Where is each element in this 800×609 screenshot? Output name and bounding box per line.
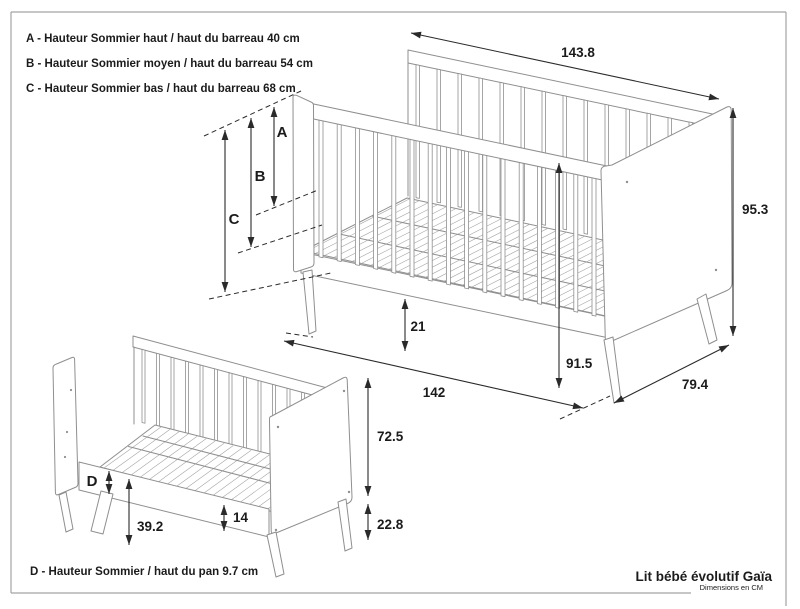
dim-label-marker-c: C <box>228 211 240 228</box>
dim-label-marker-d: D <box>86 473 98 490</box>
toddler-panel-screw <box>64 456 66 458</box>
dim-label-marker-a: A <box>276 124 288 141</box>
toddler-panel-screw <box>275 529 277 531</box>
dim-label-marker-b: B <box>254 168 266 185</box>
crib-right-panel <box>601 107 732 343</box>
legend-item-a: A - Hauteur Sommier haut / haut du barreau 40 cm <box>26 33 300 45</box>
dim-label-toddler-clearance: 14 <box>233 510 249 525</box>
crib-rear-right-leg <box>697 294 717 344</box>
crib-panel-screw <box>626 181 628 183</box>
ref-line-ground-right <box>560 396 610 419</box>
toddler-panel-screw <box>343 390 345 392</box>
crib-front-right-leg <box>604 337 621 403</box>
footnote-marker-d: D - Hauteur Sommier / haut du pan 9.7 cm <box>30 566 259 578</box>
toddler-front-left-leg <box>91 491 113 534</box>
dim-label-barrier-height: 91.5 <box>566 356 593 371</box>
legend-item-b: B - Hauteur Sommier moyen / haut du barreau 54 cm <box>26 58 313 70</box>
crib-left-panel <box>293 95 314 272</box>
toddler-left-panel <box>53 357 78 495</box>
toddler-front-right-leg <box>267 532 284 577</box>
dim-label-depth: 79.4 <box>681 377 709 392</box>
crib-front-left-leg <box>303 270 316 334</box>
toddler-panel-screw <box>66 431 68 433</box>
product-title: Lit bébé évolutif Gaïa <box>635 569 772 584</box>
dim-label-height-total: 95.3 <box>742 202 769 217</box>
dim-label-length-base: 142 <box>422 385 446 400</box>
toddler-panel-screw <box>277 426 279 428</box>
crib-panel-screw <box>715 269 717 271</box>
dim-label-under-clearance: 21 <box>410 319 426 334</box>
toddler-panel-screw <box>348 491 350 493</box>
dim-label-length-top: 143.8 <box>561 45 595 60</box>
title-block <box>635 569 772 592</box>
dim-line-depth <box>614 345 729 403</box>
legend-block <box>26 33 313 95</box>
crib-drawing <box>293 50 732 403</box>
toddler-panel-screw <box>70 389 72 391</box>
units-note: Dimensions en CM <box>699 583 763 592</box>
legend-item-c: C - Hauteur Sommier bas / haut du barreau 68 cm <box>26 83 296 95</box>
toddler-rear-right-leg <box>338 499 352 551</box>
dim-label-panel-height: 72.5 <box>377 429 404 444</box>
toddler-rear-left-leg <box>59 492 73 532</box>
dim-label-leg-height: 22.8 <box>377 517 404 532</box>
dim-label-sommier-height: 39.2 <box>137 519 164 534</box>
toddler-bed-drawing <box>53 336 352 577</box>
